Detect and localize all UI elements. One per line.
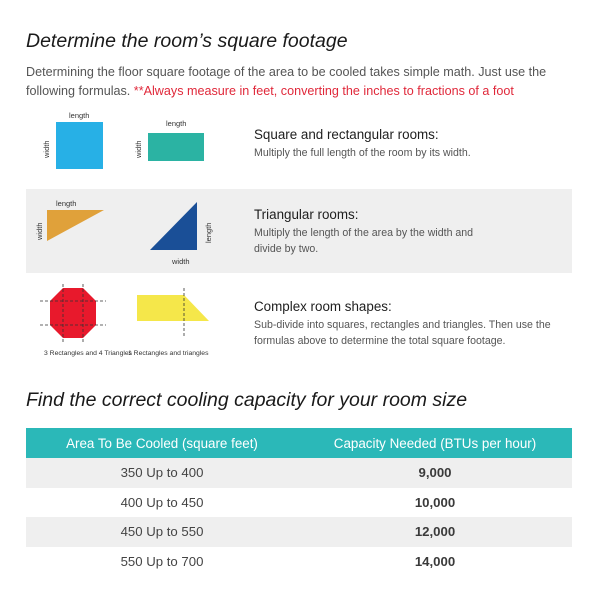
- complex-rooms-desc: [254, 298, 574, 349]
- rectangle-room-shape: [148, 133, 204, 161]
- capacity-cell: 14,000: [414, 553, 456, 569]
- capacity-cell: 10,000: [414, 494, 456, 510]
- header-area: Area To Be Cooled (square feet): [26, 428, 298, 458]
- intro-paragraph: [26, 63, 586, 101]
- table-row: [26, 458, 572, 488]
- triangle-width-label: width: [35, 222, 44, 240]
- trapezoid-caption: 1 Rectangles and triangles: [128, 350, 209, 357]
- trapezoid-room-shape: [136, 288, 210, 338]
- tri-rooms-body: Multiply the length of the area by the width and divide by two.: [254, 227, 474, 255]
- capacity-cell: 12,000: [298, 517, 572, 547]
- square-length-label: length: [69, 111, 90, 120]
- triangle-length-label: length: [56, 199, 77, 208]
- octagon-fill: [50, 288, 96, 338]
- complex-rooms-title: Complex room shapes:: [254, 299, 392, 314]
- triangle-left-shape: [47, 210, 104, 241]
- complex-rooms-body: Sub-divide into squares, rectangles and triangles. Then use the formulas above to determine the total square footage.: [254, 319, 551, 347]
- rectangle-width-label: width: [134, 140, 143, 158]
- table-header-row: [26, 428, 572, 458]
- triangle-right-fill: [150, 202, 197, 250]
- triangle-left-fill: [47, 210, 104, 241]
- area-cell: 450 Up to 550: [26, 517, 298, 547]
- section-title-cooling-capacity: Find the correct cooling capacity for your room size: [26, 389, 468, 411]
- intro-text: Determining the floor square footage of the area to be cooled takes simple math. Just use the following formulas.: [26, 65, 547, 98]
- square-room-fill: [56, 122, 103, 169]
- triangle-right-width-label: width: [172, 257, 190, 266]
- rect-rooms-body: Multiply the full length of the room by its width.: [254, 147, 471, 159]
- tri-rooms-desc: [254, 206, 494, 257]
- tri-rooms-title: Triangular rooms:: [254, 207, 359, 222]
- triangle-right-length-label: length: [204, 222, 213, 243]
- table-row: [26, 488, 572, 518]
- rect-rooms-title: Square and rectangular rooms:: [254, 127, 439, 142]
- table-row: [26, 517, 572, 547]
- trapezoid-fill: [137, 295, 209, 321]
- rect-rooms-desc: [254, 126, 471, 161]
- octagon-room-shape: [40, 284, 106, 342]
- section-title-square-footage: Determine the room’s square footage: [26, 30, 348, 52]
- header-capacity: Capacity Needed (BTUs per hour): [298, 428, 572, 458]
- cooling-capacity-table: [26, 428, 572, 576]
- table-row: [26, 547, 572, 577]
- area-cell: 350 Up to 400: [26, 458, 298, 488]
- triangle-right-shape: [150, 202, 197, 250]
- rectangle-length-label: length: [166, 119, 187, 128]
- capacity-cell: 9,000: [298, 458, 572, 488]
- octagon-caption: 3 Rectangles and 4 Triangles: [44, 350, 133, 357]
- rectangle-room-fill: [148, 133, 204, 161]
- square-room-shape: [56, 122, 103, 169]
- area-cell: 400 Up to 450: [120, 494, 204, 510]
- area-cell: 550 Up to 700: [120, 553, 204, 569]
- square-width-label: width: [42, 140, 51, 158]
- measure-warning: **Always measure in feet, converting the inches to fractions of a foot: [133, 84, 514, 98]
